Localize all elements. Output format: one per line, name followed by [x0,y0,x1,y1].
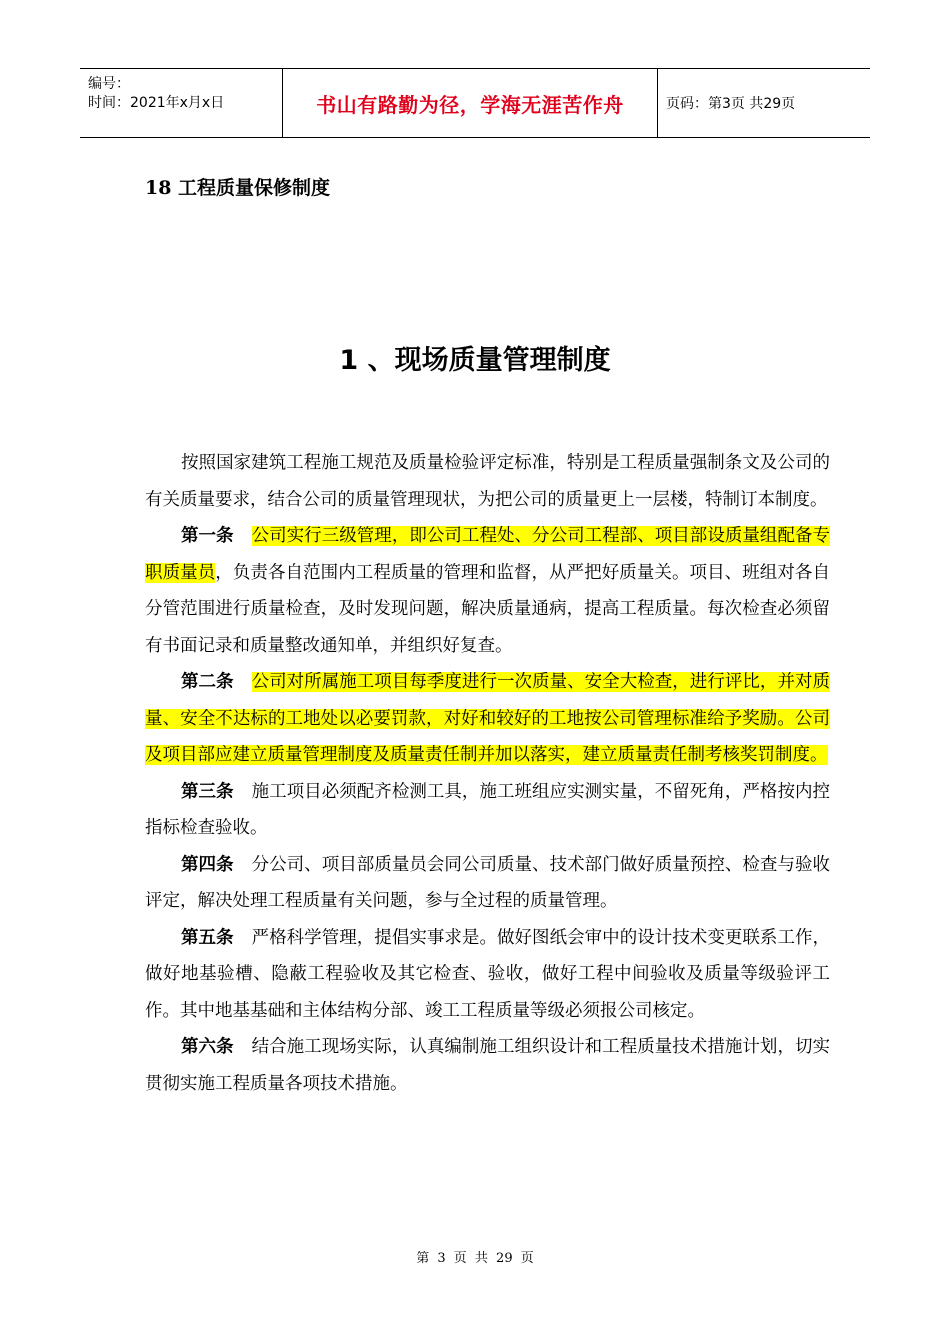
main-title: 1 、现场质量管理制度 [339,345,611,376]
article-3 [145,774,830,847]
header-page-info: 页码：第3页 共29页 [666,96,796,112]
body-content [145,445,830,1102]
paragraph-text: 分公司、项目部质量员会同公司质量、技术部门做好质量预控、检查与验收评定，解决处理工程质量有关问题，参与全过程的质量管理。 [145,854,831,911]
article-label: 第一条 [181,526,234,546]
header-table [80,68,870,138]
article-4 [145,847,830,920]
article-5 [145,920,830,1030]
article-label: 第四条 [181,854,234,875]
paragraph-text: 严格科学管理，提倡实事求是。做好图纸会审中的设计技术变更联系工作，做好地基验槽、隐蔽工程验收及其它检查、验收，做好工程中间验收及质量等级验评工作。其中地基基础和主体结构分部、竣工工程质量等级必须报公司核定。 [145,927,831,1021]
article-6 [145,1029,830,1102]
article-1 [145,518,830,664]
document-number-label: 编号： [88,76,130,92]
document-time-label: 时间：2021年x月x日 [88,95,225,111]
highlighted-text: 公司实行三级管理，即公司工程处、分公司工程部、项目部设质量组配备专职质量员 [145,526,831,583]
article-label: 第三条 [181,781,234,802]
article-2 [145,664,830,774]
header-motto: 书山有路勤为径，学海无涯苦作舟 [283,69,658,137]
highlighted-text: 公司对所属施工项目每季度进行一次质量、安全大检查，进行评比，并对质量、安全不达标的工地处以必要罚款，对好和较好的工地按公司管理标准给予奖励。公司及项目部应建立质量管理制度及质量责任制并加以落实，建立质量责任制考核奖罚制度。 [145,672,831,765]
intro-paragraph [145,445,830,518]
paragraph-text: 施工项目必须配齐检测工具，施工班组应实测实量，不留死角，严格按内控指标检查验收。 [145,781,831,838]
header-meta-cell [80,69,283,137]
paragraph-text: ，负责各自范围内工程质量的管理和监督，从严把好质量关。项目、班组对各自分管范围进行质量检查，及时发现问题，解决质量通病，提高工程质量。每次检查必须留有书面记录和质量整改通知单，并组织好复查。 [145,562,830,656]
article-label: 第五条 [181,927,234,948]
paragraph-text: 结合施工现场实际，认真编制施工组织设计和工程质量技术措施计划，切实贯彻实施工程质量各项技术措施。 [145,1037,831,1094]
section-title: 18 工程质量保修制度 [145,177,331,199]
paragraph-text: 按照国家建筑工程施工规范及质量检验评定标准，特别是工程质量强制条文及公司的有关质量要求，结合公司的质量管理现状，为把公司的质量更上一层楼，特制订本制度。 [145,453,830,510]
article-label: 第二条 [181,672,234,692]
article-label: 第六条 [181,1037,234,1057]
page-footer: 第 3 页 共 29 页 [416,1251,534,1266]
